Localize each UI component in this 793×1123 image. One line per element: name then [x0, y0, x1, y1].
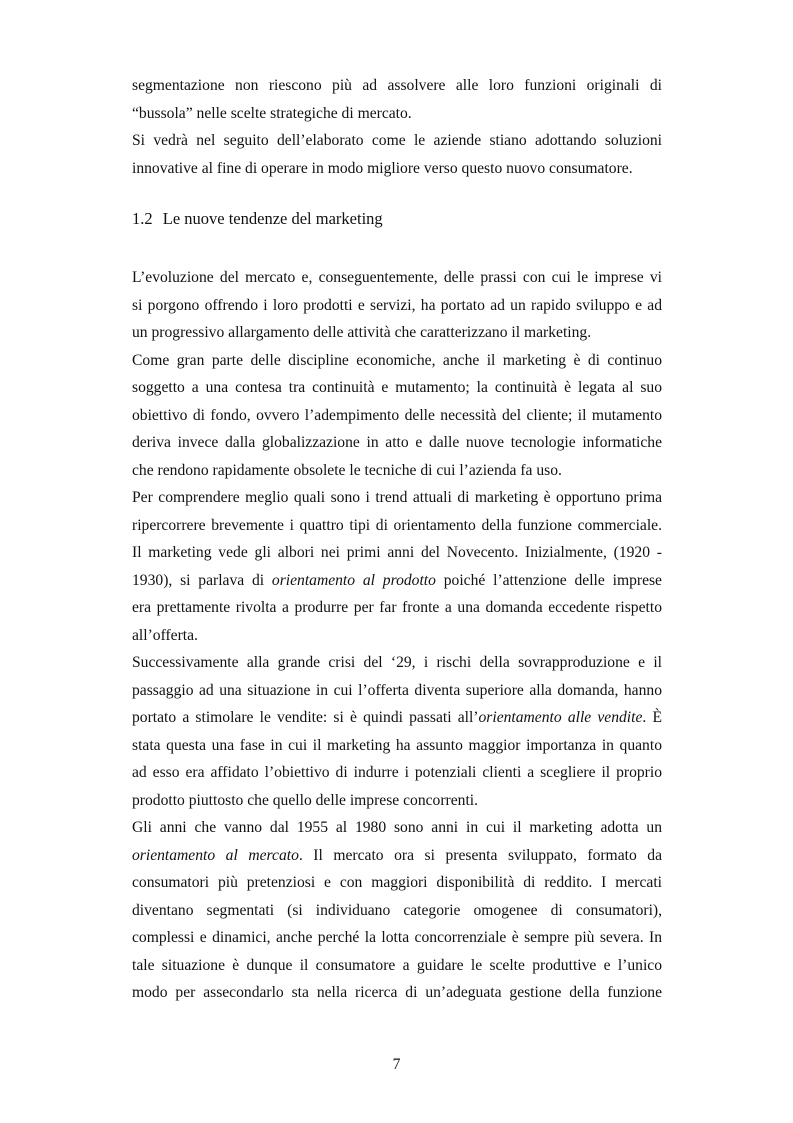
text-line: orientamento al mercato. Il mercato ora si presenta sviluppato, formato da	[132, 846, 662, 864]
text-line: segmentazione non riescono più ad assolvere alle loro funzioni originali di	[132, 77, 662, 94]
emphasis: orientamento al prodotto	[271, 571, 436, 589]
text-line: che rendono rapidamente obsolete le tecniche di cui l’azienda fa uso.	[132, 461, 562, 479]
text-line: tale situazione è dunque il consumatore a guidare le scelte produttive e l’unico	[132, 956, 662, 974]
text-line: innovative al fine di operare in modo migliore verso questo nuovo consumatore.	[132, 159, 633, 177]
text-line: obiettivo di fondo, ovvero l’adempimento delle necessità del cliente; il mutamento	[132, 406, 662, 424]
emphasis: orientamento alle vendite	[478, 709, 643, 726]
text-line: all’offerta.	[132, 626, 198, 644]
text-line: Si vedrà nel seguito dell’elaborato come le aziende stiano adottando soluzioni	[132, 132, 662, 149]
text-line: “bussola” nelle scelte strategiche di mercato.	[132, 104, 412, 122]
section-title: Le nuove tendenze del marketing	[162, 209, 383, 228]
text-line: passaggio ad una situazione in cui l’offerta diventa superiore alla domanda, hanno	[132, 681, 662, 699]
emphasis: orientamento al mercato	[132, 846, 299, 864]
text-line: un progressivo allargamento delle attività che caratterizzano il marketing.	[132, 324, 592, 341]
text-line: Per comprendere meglio quali sono i trend attuali di marketing è opportuno prima	[132, 489, 662, 506]
text-line: era prettamente rivolta a produrre per far fronte a una domanda eccedente rispetto	[132, 599, 662, 616]
text-line: portato a stimolare le vendite: si è quindi passati all’orientamento alle vendite. È	[132, 709, 662, 726]
paragraph-4	[132, 539, 662, 649]
text-line: Gli anni che vanno dal 1955 al 1980 sono anni in cui il marketing adotta un	[132, 819, 662, 836]
paragraph-6	[132, 814, 662, 1007]
paragraph-3	[132, 484, 662, 539]
text-line: soggetto a una contesa tra continuità e mutamento; la continuità è legata al suo	[132, 379, 662, 396]
paragraph-1	[132, 264, 662, 347]
page-number: 7	[392, 1056, 401, 1073]
paragraph-2	[132, 347, 662, 485]
text-line: consumatori più pretenziosi e con maggiori disponibilità di reddito. I mercati	[132, 874, 662, 891]
text-line: Il marketing vede gli albori nei primi anni del Novecento. Inizialmente, (1920 -	[132, 544, 662, 561]
text-line: prodotto piuttosto che quello delle imprese concorrenti.	[132, 791, 479, 809]
text-line: 1930), si parlava di orientamento al prodotto poiché l’attenzione delle imprese	[132, 571, 662, 589]
text-line: modo per assecondarlo sta nella ricerca di un’adeguata gestione della funzione	[132, 984, 662, 1001]
text-line: ad esso era affidato l’obiettivo di indurre i potenziali clienti a scegliere il proprio	[132, 764, 662, 781]
section-heading	[132, 204, 662, 234]
text-line: si porgono offrendo i loro prodotti e servizi, ha portato ad un rapido sviluppo e ad	[132, 296, 662, 314]
text-line: stata questa una fase in cui il marketing ha assunto maggior importanza in quanto	[132, 736, 662, 754]
text-line: diventano segmentati (si individuano categorie omogenee di consumatori),	[132, 901, 662, 919]
text-line: L’evoluzione del mercato e, conseguentemente, delle prassi con cui le imprese vi	[132, 269, 662, 286]
intro-paragraph	[132, 72, 662, 182]
text-line: deriva invece dalla globalizzazione in atto e dalle nuove tecnologie informatiche	[132, 434, 662, 451]
text-line: ripercorrere brevemente i quattro tipi di orientamento della funzione commerciale.	[132, 516, 662, 534]
paragraph-5	[132, 649, 662, 814]
page-body	[132, 72, 662, 1007]
section-number: 1.2	[132, 209, 153, 228]
text-line: Successivamente alla grande crisi del ‘29, i rischi della sovrapproduzione e il	[132, 654, 662, 671]
text-line: Come gran parte delle discipline economiche, anche il marketing è di continuo	[132, 351, 662, 369]
text-line: complessi e dinamici, anche perché la lotta concorrenziale è sempre più severa. In	[132, 929, 662, 946]
